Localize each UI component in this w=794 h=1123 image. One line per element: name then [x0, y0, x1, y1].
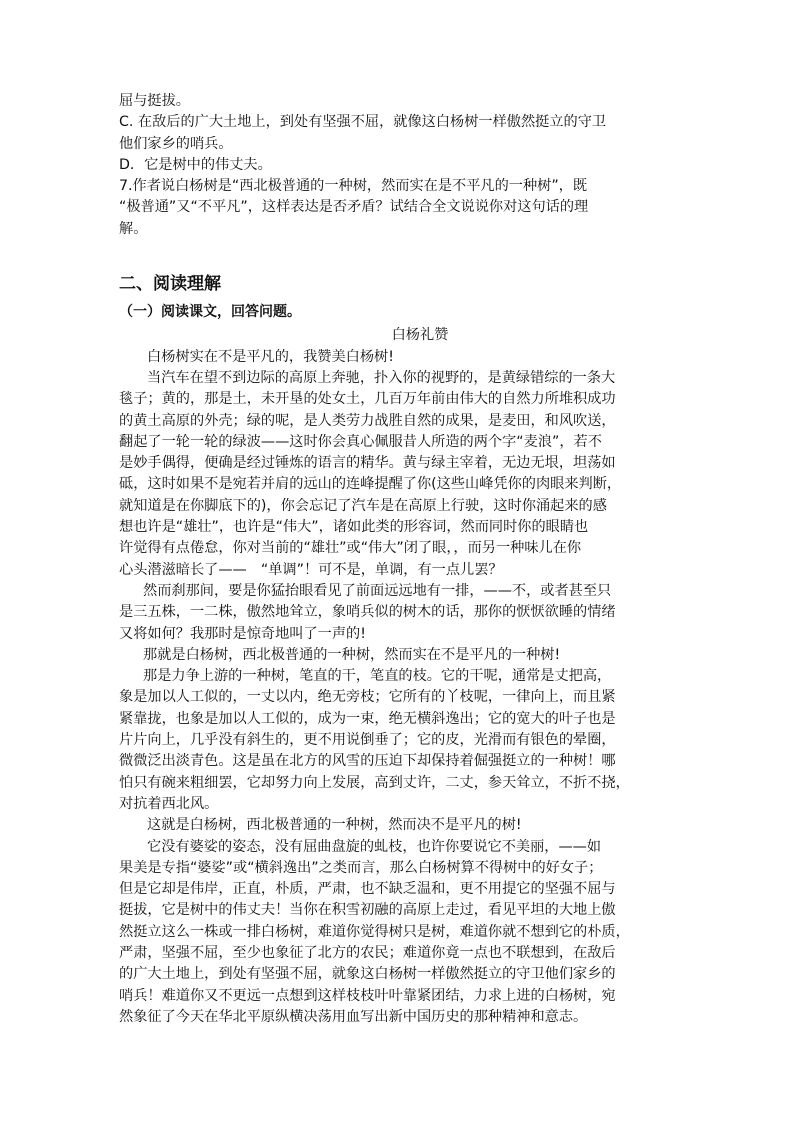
- essay-line: 是妙手偶得，便确是经过锤炼的语言的精华。黄与绿主宰着，无边无垠，坦荡如: [119, 455, 616, 472]
- essay-line: 那就是白杨树，西北极普通的一种树，然而实在不是平凡的一种树!: [143, 646, 561, 663]
- essay-line: 然挺立这么一株或一排白杨树，难道你觉得树只是树，难道你就不想到它的朴质，: [119, 923, 630, 940]
- document-page: [119, 91, 685, 1028]
- essay-line: 严肃，坚强不屈，至少也象征了北方的农民；难道你竟一点也不联想到，在敌后: [119, 944, 616, 961]
- essay-line: 又将如何？我那时是惊奇地叫了一声的!: [119, 625, 366, 642]
- essay-line: 砥，这时如果不是宛若并肩的远山的连峰提醒了你(这些山峰凭你的肉眼来判断，: [119, 476, 622, 493]
- essay-line: 的广大土地上，到处有坚强不屈，就象这白杨树一样傲然挺立的守卫他们家乡的: [119, 966, 616, 983]
- essay-line: 果美是专指“婆娑”或“横斜逸出”之类而言，那么白杨树算不得树中的好女子；: [119, 859, 603, 876]
- essay-line: 那是力争上游的一种树，笔直的干，笔直的枝。它的干呢，通常是丈把高，: [143, 668, 612, 685]
- essay-line: 许觉得有点倦怠，你对当前的“雄壮”或“伟大”闭了眼，，而另一种味儿在你: [119, 540, 582, 557]
- option-c: C. 在敌后的广大土地上，到处有坚强不屈，就像这白杨树一样傲然挺立的守卫: [119, 114, 607, 131]
- question-7-end: 解。: [119, 220, 148, 237]
- essay-line: 挺拔，它是树中的伟丈夫！当你在积雪初融的高原上走过，看见平坦的大地上傲: [119, 902, 616, 919]
- essay-line: 翻起了一轮一轮的绿波——这时你会真心佩服昔人所造的两个字“麦浪”，若不: [119, 433, 602, 450]
- essay-line: 这就是白杨树，西北极普通的一种树，然而决不是平凡的树!: [147, 817, 522, 834]
- essay-line: 毯子；黄的，那是土，未开垦的处女土，几百万年前由伟大的自然力所堆积成功: [119, 391, 616, 408]
- essay-line: 然象征了今天在华北平原纵横决荡用血写出新中国历史的那种精神和意志。: [119, 1008, 588, 1025]
- essay-line: 它没有婆娑的姿态，没有屈曲盘旋的虬枝，也许你要说它不美丽，——如: [147, 838, 602, 855]
- essay-line: 是三五株，一二株，傲然地耸立，象哨兵似的树木的话，那你的恹恹欲睡的情绪: [119, 604, 616, 621]
- essay-line: 哨兵！难道你又不更远一点想到这样枝枝叶叶靠紧团结，力求上进的白杨树，宛: [119, 987, 616, 1004]
- essay-line: 象是加以人工似的，一丈以内，绝无旁枝；它所有的丫枝呢，一律向上，而且紧: [119, 689, 616, 706]
- essay-line: 然而刹那间，要是你猛抬眼看见了前面远远地有一排，——不，或者甚至只: [143, 582, 612, 599]
- essay-line: 心头潜滋暗长了—— “单调”！可不是，单调，有一点儿罢？: [119, 561, 503, 578]
- essay-line: 微微泛出淡青色。这是虽在北方的风雪的压迫下却保持着倔强挺立的一种树！哪: [119, 753, 616, 770]
- question-7: 7.作者说白杨树是“西北极普通的一种树，然而实在是不平凡的一种树”，既: [119, 178, 588, 195]
- question-7-continued: “极普通”又“不平凡”，这样表达是否矛盾？试结合全文说说你对这句话的理: [119, 199, 589, 216]
- essay-body: [119, 347, 685, 1029]
- question-line: 屈与挺拔。: [119, 93, 190, 109]
- essay-line: 白杨树实在不是平凡的，我赞美白杨树!: [147, 348, 394, 365]
- option-d: D．它是树中的伟丈夫。: [119, 156, 272, 173]
- section-heading: 二、阅读理解: [119, 274, 221, 295]
- essay-line: 怕只有碗来粗细罢，它却努力向上发展，高到丈许，二丈，参天耸立，不折不挠，: [119, 774, 630, 791]
- essay-line: 想也许是“雄壮”，也许是“伟大”，诸如此类的形容词，然而同时你的眼睛也: [119, 519, 589, 536]
- essay-line: 对抗着西北风。: [119, 795, 219, 812]
- option-c-continued: 他们家乡的哨兵。: [119, 135, 233, 152]
- essay-title: 白杨礼赞: [391, 327, 449, 344]
- essay-line: 但是它却是伟岸，正直，朴质，严肃，也不缺乏温和，更不用提它的坚强不屈与: [119, 881, 616, 898]
- essay-line: 片片向上，几乎没有斜生的，更不用说倒垂了；它的皮，光滑而有银色的晕圈，: [119, 732, 616, 749]
- essay-line: 的黄土高原的外壳；绿的呢，是人类劳力战胜自然的成果，是麦田，和风吹送，: [119, 412, 616, 429]
- essay-line: 就知道是在你脚底下的)，你会忘记了汽车是在高原上行驶，这时你涌起来的感: [119, 497, 607, 514]
- question-block: [119, 91, 685, 240]
- essay-line: 当汽车在望不到边际的高原上奔驰，扑入你的视野的，是黄绿错综的一条大: [147, 369, 616, 386]
- sub-heading: （一）阅读课文，回答问题。: [119, 304, 301, 321]
- essay-line: 紧靠拢，也象是加以人工似的，成为一束，绝无横斜逸出；它的宽大的叶子也是: [119, 710, 616, 727]
